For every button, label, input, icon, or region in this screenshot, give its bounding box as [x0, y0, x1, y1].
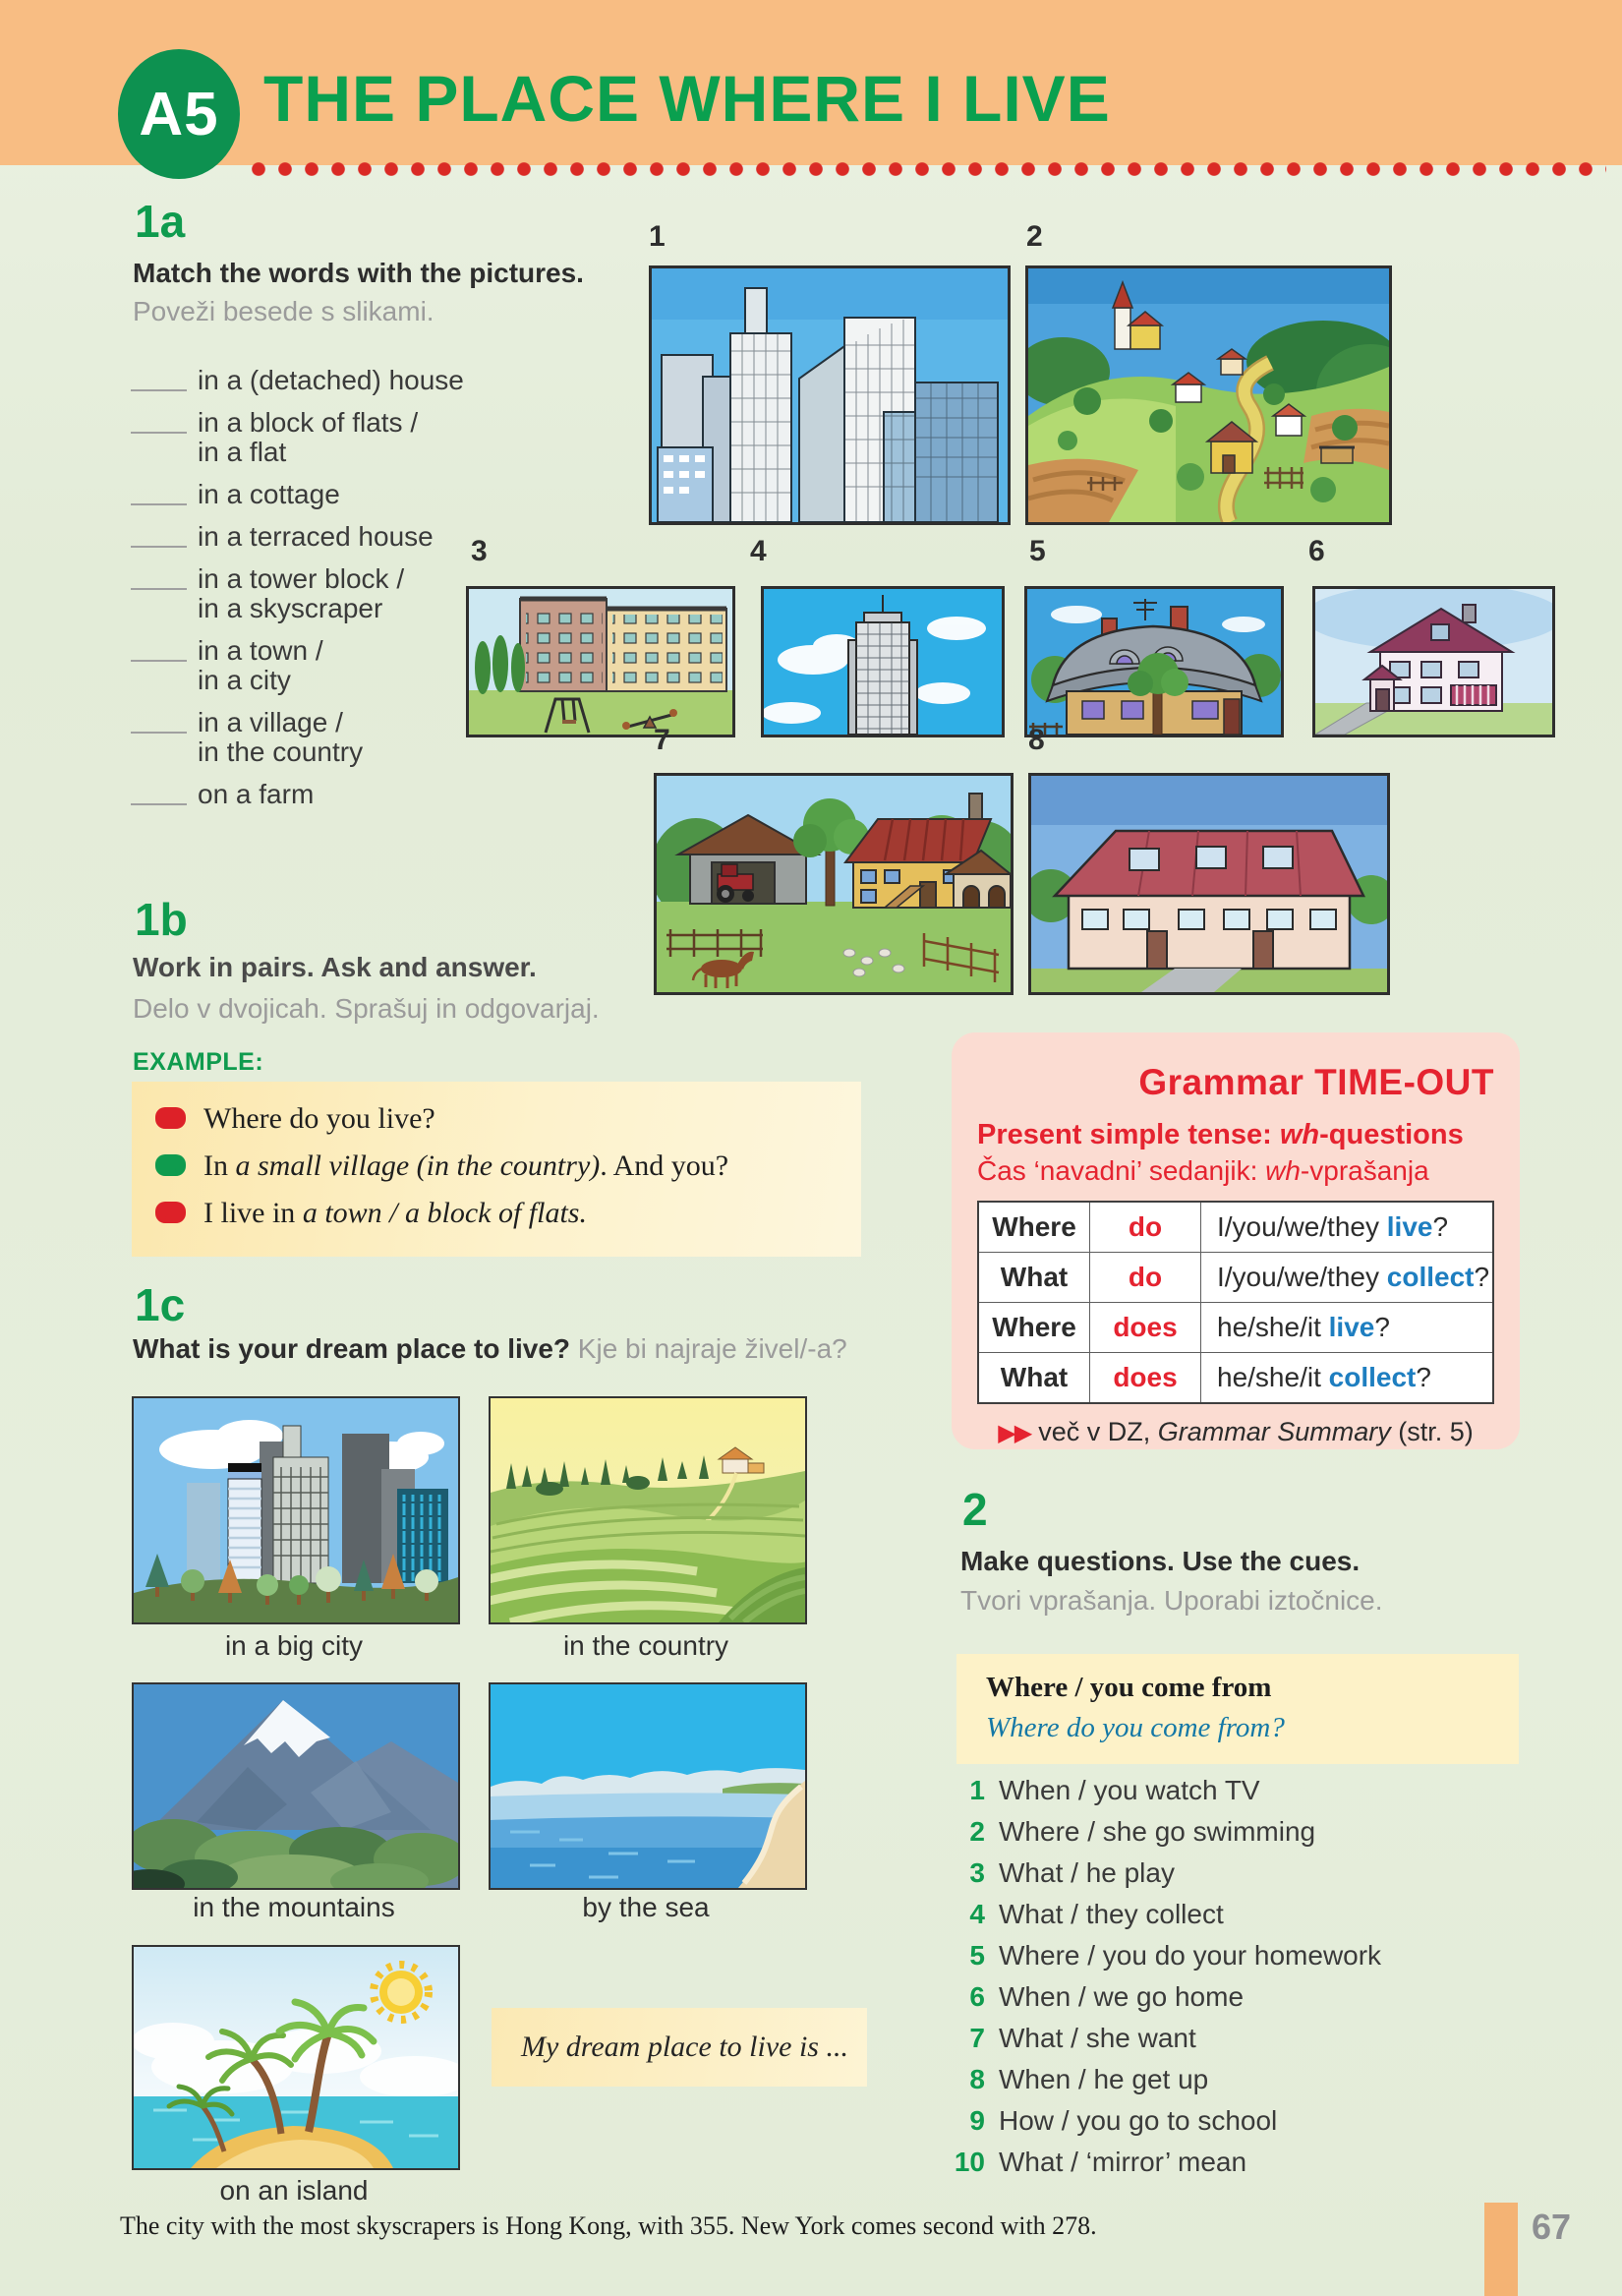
picture-8-number: 8	[1028, 724, 1045, 756]
picture-5-number: 5	[1029, 535, 1046, 567]
caption-mountains: in the mountains	[193, 1892, 395, 1922]
speech-bubble-icon	[155, 1202, 186, 1223]
unit-badge-label: A5	[139, 80, 219, 148]
question-cue: What / she want	[999, 2023, 1196, 2053]
grammar-timeout-box	[952, 1032, 1520, 1449]
island-illustration	[134, 1947, 458, 2168]
terraced-house-illustration	[1031, 776, 1387, 992]
page-title: THE PLACE WHERE I LIVE	[263, 62, 1111, 135]
question-cue: Where / you do your homework	[999, 1940, 1382, 1971]
section-1c-number: 1c	[135, 1279, 186, 1330]
caption-island: on an island	[219, 2175, 369, 2206]
answer-blank[interactable]	[131, 780, 187, 805]
grammar-row: Where does he/she/it live?	[978, 1303, 1493, 1353]
match-item: in a (detached) house	[131, 366, 465, 395]
picture-8-terraced-house[interactable]	[1028, 773, 1390, 995]
answer-blank[interactable]	[131, 366, 187, 391]
match-list	[131, 366, 465, 822]
question-cue: When / he get up	[999, 2064, 1209, 2094]
caption-big-city: in a big city	[224, 1630, 364, 1661]
match-item: in a town / in a city	[131, 636, 465, 695]
caption-country: in the country	[562, 1630, 729, 1661]
section-1b-number: 1b	[135, 894, 188, 945]
example-line: I live in a town / a block of flats.	[155, 1196, 861, 1231]
section-2-instruction-sl: Tvori vprašanja. Uporabi iztočnice.	[960, 1585, 1383, 1616]
grammar-title: Grammar TIME-OUT	[1138, 1062, 1494, 1102]
picture-7-number: 7	[654, 724, 670, 756]
speech-bubble-icon	[155, 1107, 186, 1129]
match-item: on a farm	[131, 780, 465, 809]
country-illustration	[491, 1398, 805, 1622]
answer-blank[interactable]	[131, 708, 187, 734]
page-number: 67	[1532, 2207, 1572, 2247]
section-1a-number: 1a	[135, 196, 186, 247]
question-cue: What / he play	[999, 1857, 1175, 1888]
picture-3-number: 3	[471, 535, 488, 567]
answer-blank[interactable]	[131, 564, 187, 590]
picture-4-tower-block[interactable]	[761, 586, 1005, 737]
picture-2-number: 2	[1026, 220, 1043, 253]
question-cue: How / you go to school	[999, 2105, 1278, 2136]
answer-blank[interactable]	[131, 480, 187, 505]
answer-blank[interactable]	[131, 636, 187, 662]
section-1a-instruction: Match the words with the pictures.	[133, 258, 584, 288]
example-line: Where do you live?	[155, 1101, 861, 1137]
grammar-row: What do I/you/we/they collect?	[978, 1253, 1493, 1303]
section-1c-instruction: What is your dream place to live? Kje bi najraje živel/-a?	[133, 1333, 847, 1364]
big-city-illustration	[134, 1398, 458, 1622]
example-box	[132, 1082, 861, 1257]
question-cue-list: 1 When / you watch TV 2 Where / she go swimming 3 What / he play 4 What / they collect 5 Where / you do your homework 6 When / we go home 7 What / she want 8 When / he get up 9 How / you go to school 10 What / ‘mirror’ mean	[954, 1775, 1382, 2177]
question-cue: Where / she go swimming	[999, 1816, 1316, 1847]
cue-example-box	[956, 1654, 1519, 1764]
picture-7-farm[interactable]	[654, 773, 1014, 995]
speech-bubble-icon	[155, 1154, 186, 1176]
picture-1-skyscrapers[interactable]	[649, 265, 1011, 525]
seaside-illustration	[491, 1684, 805, 1888]
grammar-reference: ▶▶ več v DZ, Grammar Summary (str. 5)	[998, 1417, 1474, 1446]
match-item: in a village / in the country	[131, 708, 465, 767]
block-of-flats-illustration	[469, 589, 732, 735]
question-cue: When / we go home	[999, 1981, 1245, 2012]
picture-mountains	[132, 1682, 460, 1890]
picture-country	[489, 1396, 807, 1624]
dotted-divider	[252, 162, 1606, 176]
section-1b-instruction: Work in pairs. Ask and answer.	[133, 952, 537, 982]
section-1c-instruction-sl: Kje bi najraje živel/-a?	[577, 1333, 847, 1364]
match-item: in a tower block / in a skyscraper	[131, 564, 465, 623]
answer-blank[interactable]	[131, 408, 187, 434]
dream-prompt-box	[492, 2008, 867, 2087]
village-illustration	[1028, 268, 1389, 522]
cue-example: Where / you come from	[986, 1672, 1272, 1703]
grammar-row: Where do I/you/we/they live?	[978, 1202, 1493, 1253]
answer-blank[interactable]	[131, 522, 187, 548]
page-number-bar	[1484, 2203, 1518, 2296]
cottage-illustration	[1027, 589, 1281, 735]
mountains-illustration	[134, 1684, 458, 1888]
picture-4-number: 4	[750, 535, 767, 567]
picture-big-city	[132, 1396, 460, 1624]
caption-by-the-sea: by the sea	[582, 1892, 710, 1922]
unit-badge	[118, 49, 240, 179]
skyscrapers-illustration	[652, 268, 1008, 522]
picture-3-block-of-flats[interactable]	[466, 586, 735, 737]
picture-5-cottage[interactable]	[1024, 586, 1284, 737]
grammar-subtitle-sl: Čas ‘navadni’ sedanjik: wh-vprašanja	[977, 1155, 1429, 1186]
double-arrow-icon: ▶▶	[998, 1420, 1031, 1446]
picture-island	[132, 1945, 460, 2170]
picture-by-the-sea	[489, 1682, 807, 1890]
section-1b-instruction-sl: Delo v dvojicah. Sprašuj in odgovarjaj.	[133, 993, 600, 1024]
tower-block-illustration	[764, 589, 1002, 735]
section-1a-instruction-sl: Poveži besede s slikami.	[133, 296, 434, 326]
dream-prompt-text: My dream place to live is ...	[521, 2031, 848, 2063]
match-item: in a terraced house	[131, 522, 465, 552]
detached-house-illustration	[1315, 589, 1552, 735]
example-line: In a small village (in the country). And you?	[155, 1148, 861, 1184]
example-label: EXAMPLE:	[133, 1048, 264, 1076]
section-2-number: 2	[962, 1484, 988, 1535]
match-item: in a block of flats / in a flat	[131, 408, 465, 467]
cue-example-answer: Where do you come from?	[986, 1712, 1285, 1743]
grammar-table	[977, 1201, 1494, 1404]
grammar-row: What does he/she/it collect?	[978, 1353, 1493, 1404]
picture-2-village[interactable]	[1025, 265, 1392, 525]
question-cue: What / they collect	[999, 1899, 1224, 1929]
picture-6-number: 6	[1308, 535, 1325, 567]
picture-1-number: 1	[649, 220, 666, 253]
picture-6-detached-house[interactable]	[1312, 586, 1555, 737]
question-cue: What / ‘mirror’ mean	[999, 2147, 1247, 2177]
footer-fact: The city with the most skyscrapers is Hong Kong, with 355. New York comes second with 278.	[120, 2211, 1097, 2240]
question-cue: When / you watch TV	[999, 1775, 1260, 1805]
match-item: in a cottage	[131, 480, 465, 509]
grammar-subtitle: Present simple tense: wh-questions	[977, 1119, 1464, 1150]
section-2-instruction: Make questions. Use the cues.	[960, 1546, 1361, 1576]
farm-illustration	[657, 776, 1011, 992]
